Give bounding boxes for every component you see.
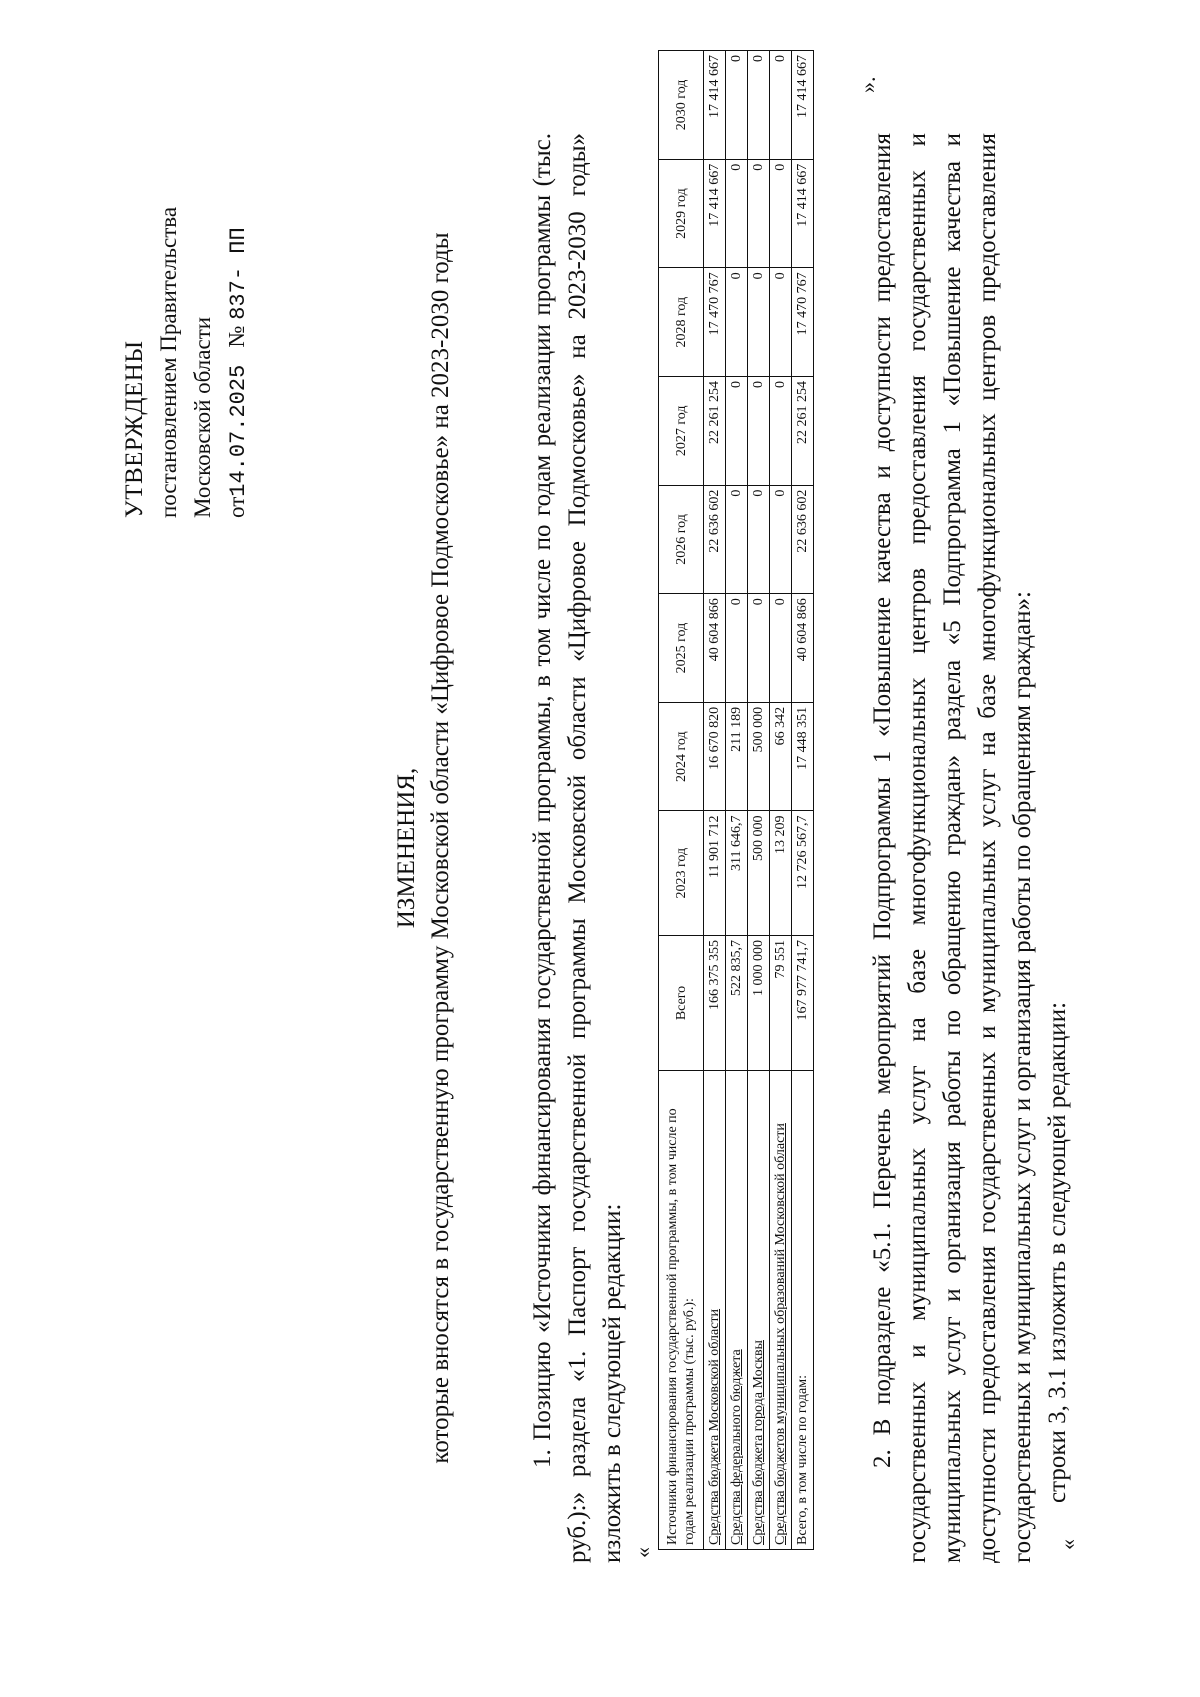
cell-value: 17 414 667: [792, 51, 814, 160]
cell-value: 0: [726, 594, 748, 703]
paragraph-1: 1. Позицию «Источники финансирования государственной программы, в том числе по годам реализации программы (тыс. руб.):» раздела «1. Паспорт государственной программы Московской области «Цифровое Подмосковье» на 2023-2030 годы» изложить в следующей редакции:: [529, 133, 626, 1563]
cell-value: 211 189: [726, 702, 748, 811]
document-heading: [390, 28, 458, 1668]
table-header-row: [659, 51, 704, 1550]
number-sign: №: [224, 325, 249, 348]
cell-value: 500 000: [748, 811, 770, 935]
approval-stamp: [118, 58, 256, 518]
cell-value: 0: [770, 51, 792, 160]
column-header: 2029 год: [659, 159, 704, 268]
cell-value: 1 000 000: [748, 935, 770, 1070]
approval-line-1: постановлением Правительства: [156, 206, 181, 518]
cell-value: 40 604 866: [704, 594, 726, 703]
heading-title: ИЗМЕНЕНИЯ,: [393, 767, 420, 929]
cell-value: 0: [748, 377, 770, 486]
header-label: Источники финансирования государственной программы, в том числе по годам реализации программы (тыс. руб.):: [659, 1071, 704, 1550]
approval-date: 14.07.2025: [226, 364, 251, 497]
row-label: Средства бюджетов муниципальных образований Московской области: [770, 1071, 792, 1550]
paragraph-2-tail: строки 3, 3.1 изложить в следующей редакции:: [1044, 1001, 1071, 1503]
cell-value: 16 670 820: [704, 702, 726, 811]
document-page: [30, 28, 1170, 1668]
row-label: Средства бюджета Московской области: [704, 1071, 726, 1550]
date-prefix: от: [224, 496, 249, 518]
cell-value: 0: [726, 159, 748, 268]
cell-value: 17 470 767: [704, 268, 726, 377]
row-label: Средства бюджета города Москвы: [748, 1071, 770, 1550]
cell-value: 0: [748, 159, 770, 268]
cell-value: 0: [770, 159, 792, 268]
column-header: Всего: [659, 935, 704, 1070]
cell-value: 0: [770, 377, 792, 486]
cell-value: 0: [726, 485, 748, 594]
cell-value: 0: [770, 485, 792, 594]
cell-value: 0: [748, 268, 770, 377]
row-label: Всего, в том числе по годам:: [792, 1071, 814, 1550]
quote-open-2: «: [1055, 1539, 1080, 1550]
table-row: [726, 51, 748, 1550]
column-header: 2027 год: [659, 377, 704, 486]
heading-subtitle: которые вносятся в государственную программу Московской области «Цифровое Подмосковье» на 2023-2030 годы: [427, 232, 454, 1464]
cell-value: 0: [770, 268, 792, 377]
cell-value: 79 551: [770, 935, 792, 1070]
column-header: 2023 год: [659, 811, 704, 935]
column-header: 2030 год: [659, 51, 704, 160]
cell-value: 17 448 351: [792, 702, 814, 811]
cell-value: 0: [726, 51, 748, 160]
cell-value: 22 261 254: [792, 377, 814, 486]
quote-open-1: «: [630, 1547, 655, 1558]
approval-number: 837- ПП: [226, 227, 251, 320]
approval-title: УТВЕРЖДЕНЫ: [121, 340, 148, 518]
cell-value: 17 414 667: [704, 159, 726, 268]
column-header: 2028 год: [659, 268, 704, 377]
cell-value: 40 604 866: [792, 594, 814, 703]
row-label: Средства федерального бюджета: [726, 1071, 748, 1550]
cell-value: 17 470 767: [792, 268, 814, 377]
approval-date-line: [220, 58, 256, 518]
cell-value: 11 901 712: [704, 811, 726, 935]
table-row-total: [792, 51, 814, 1550]
table-row: [704, 51, 726, 1550]
cell-value: 0: [748, 51, 770, 160]
cell-value: 0: [748, 594, 770, 703]
cell-value: 22 261 254: [704, 377, 726, 486]
cell-value: 500 000: [748, 702, 770, 811]
cell-value: 66 342: [770, 702, 792, 811]
financing-table: [658, 50, 814, 1550]
cell-value: 522 835,7: [726, 935, 748, 1070]
cell-value: 22 636 602: [704, 485, 726, 594]
column-header: 2024 год: [659, 702, 704, 811]
cell-value: 167 977 741,7: [792, 935, 814, 1070]
cell-value: 13 209: [770, 811, 792, 935]
cell-value: 17 414 667: [704, 51, 726, 160]
paragraph-2: [865, 133, 1075, 1563]
table-row: [770, 51, 792, 1550]
cell-value: 12 726 567,7: [792, 811, 814, 935]
cell-value: 0: [748, 485, 770, 594]
table-row: [748, 51, 770, 1550]
paragraph-2-body: 2. В подразделе «5.1. Перечень мероприятий Подпрограммы 1 «Повышение качества и доступности предоставления государственных и муниципальных услуг на базе многофункциональных центров предоставления государственных и муниципальных услуг и организация работы по обращению граждан» раздела «5 Подпрограмма 1 «Повышение качества и доступности предоставления государственных и муниципальных услуг на базе многофункциональных центров предоставления государственных и муниципальных услуг и организация работы по обращениям граждан»:: [869, 133, 1036, 1563]
column-header: 2025 год: [659, 594, 704, 703]
cell-value: 311 646,7: [726, 811, 748, 935]
cell-value: 17 414 667: [792, 159, 814, 268]
cell-value: 166 375 355: [704, 935, 726, 1070]
approval-line-2: Московской области: [190, 316, 215, 518]
cell-value: 0: [726, 377, 748, 486]
cell-value: 22 636 602: [792, 485, 814, 594]
cell-value: 0: [770, 594, 792, 703]
cell-value: 0: [726, 268, 748, 377]
column-header: 2026 год: [659, 485, 704, 594]
quote-close: ».: [855, 76, 880, 93]
